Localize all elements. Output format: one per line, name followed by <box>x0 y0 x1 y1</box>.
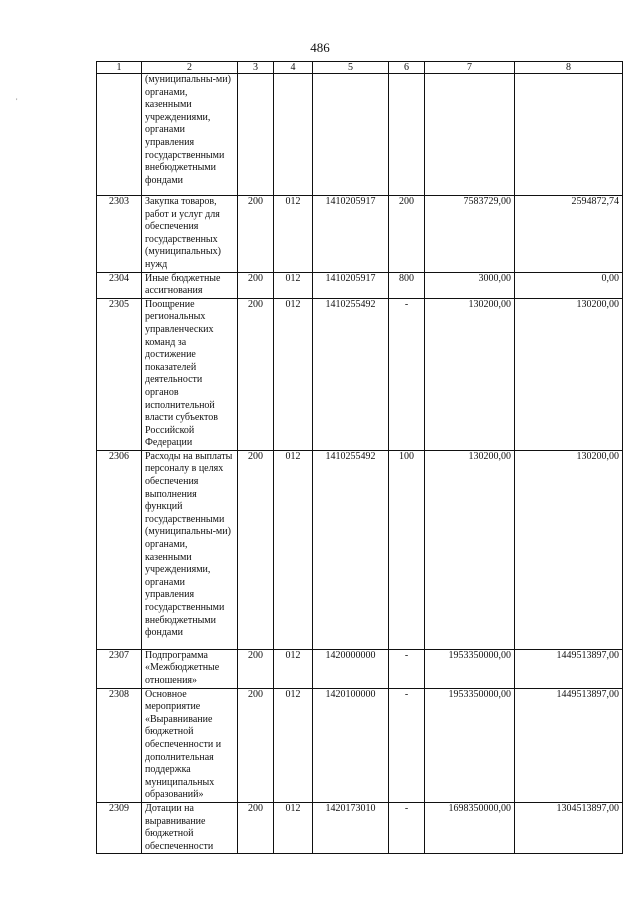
row-col-3 <box>238 74 274 196</box>
row-name: Расходы на выплаты персоналу в целях обеспечения выполнения функций государственными (муниципальны-ми) органами, казенными учреждениями, органами управления государственными внебюджетными фондами <box>142 450 238 649</box>
table-row <box>97 196 623 273</box>
row-name: Закупка товаров, работ и услуг для обеспечения государственных (муниципальных) нужд <box>142 196 238 273</box>
row-col-7: 130200,00 <box>425 450 515 649</box>
header-col-2: 2 <box>142 62 238 74</box>
header-col-6: 6 <box>389 62 425 74</box>
row-col-4: 012 <box>274 649 313 688</box>
header-col-1: 1 <box>97 62 142 74</box>
table-row <box>97 74 623 196</box>
row-col-4: 012 <box>274 450 313 649</box>
table-row <box>97 450 623 649</box>
row-col-5: 1420173010 <box>313 803 389 854</box>
row-col-6: 200 <box>389 196 425 273</box>
row-number: 2309 <box>97 803 142 854</box>
row-name: Основное мероприятие «Выравнивание бюджетной обеспеченности и дополнительная поддержка муниципальных образований» <box>142 688 238 802</box>
table-row <box>97 298 623 450</box>
row-number: 2305 <box>97 298 142 450</box>
table-row <box>97 272 623 298</box>
row-col-5 <box>313 74 389 196</box>
row-col-5: 1420100000 <box>313 688 389 802</box>
stray-mark: , <box>16 95 18 101</box>
row-col-6: 800 <box>389 272 425 298</box>
row-name: Подпрограмма «Межбюджетные отношения» <box>142 649 238 688</box>
row-col-6: - <box>389 649 425 688</box>
row-number: 2304 <box>97 272 142 298</box>
row-col-8: 1449513897,00 <box>515 688 623 802</box>
table-row <box>97 688 623 802</box>
row-number <box>97 74 142 196</box>
row-col-8 <box>515 74 623 196</box>
row-number: 2306 <box>97 450 142 649</box>
row-col-4: 012 <box>274 298 313 450</box>
row-col-5: 1410255492 <box>313 298 389 450</box>
row-col-4: 012 <box>274 803 313 854</box>
row-name: (муниципальны-ми) органами, казенными учреждениями, органами управления государственными внебюджетными фондами <box>142 74 238 196</box>
row-col-3: 200 <box>238 688 274 802</box>
row-col-8: 130200,00 <box>515 298 623 450</box>
row-col-5: 1410205917 <box>313 272 389 298</box>
row-col-7: 1953350000,00 <box>425 688 515 802</box>
row-col-4 <box>274 74 313 196</box>
row-col-3: 200 <box>238 298 274 450</box>
row-col-6: - <box>389 688 425 802</box>
row-number: 2308 <box>97 688 142 802</box>
row-col-3: 200 <box>238 649 274 688</box>
row-col-7: 1698350000,00 <box>425 803 515 854</box>
row-col-8: 2594872,74 <box>515 196 623 273</box>
row-number: 2303 <box>97 196 142 273</box>
row-col-5: 1410205917 <box>313 196 389 273</box>
header-row <box>97 62 623 74</box>
row-name: Иные бюджетные ассигнования <box>142 272 238 298</box>
row-col-7: 130200,00 <box>425 298 515 450</box>
row-col-7: 7583729,00 <box>425 196 515 273</box>
row-col-8: 1449513897,00 <box>515 649 623 688</box>
row-name: Дотации на выравнивание бюджетной обеспеченности <box>142 803 238 854</box>
header-col-3: 3 <box>238 62 274 74</box>
budget-table <box>96 61 623 854</box>
row-col-7: 1953350000,00 <box>425 649 515 688</box>
header-col-7: 7 <box>425 62 515 74</box>
row-col-5: 1420000000 <box>313 649 389 688</box>
row-col-4: 012 <box>274 196 313 273</box>
row-col-8: 0,00 <box>515 272 623 298</box>
row-col-3: 200 <box>238 450 274 649</box>
row-col-3: 200 <box>238 803 274 854</box>
header-col-5: 5 <box>313 62 389 74</box>
row-col-5: 1410255492 <box>313 450 389 649</box>
table-row <box>97 649 623 688</box>
table-body <box>97 74 623 854</box>
row-col-7: 3000,00 <box>425 272 515 298</box>
row-name: Поощрение региональных управленческих команд за достижение показателей деятельности органов исполнительной власти субъектов Российской Федерации <box>142 298 238 450</box>
table-header <box>97 62 623 74</box>
row-col-4: 012 <box>274 688 313 802</box>
row-col-8: 1304513897,00 <box>515 803 623 854</box>
row-number: 2307 <box>97 649 142 688</box>
row-col-3: 200 <box>238 196 274 273</box>
table-row <box>97 803 623 854</box>
header-col-4: 4 <box>274 62 313 74</box>
row-col-6 <box>389 74 425 196</box>
row-col-6: - <box>389 803 425 854</box>
row-col-6: - <box>389 298 425 450</box>
row-col-4: 012 <box>274 272 313 298</box>
header-col-8: 8 <box>515 62 623 74</box>
row-col-8: 130200,00 <box>515 450 623 649</box>
page-number: 486 <box>310 40 330 55</box>
row-col-7 <box>425 74 515 196</box>
row-col-3: 200 <box>238 272 274 298</box>
row-col-6: 100 <box>389 450 425 649</box>
